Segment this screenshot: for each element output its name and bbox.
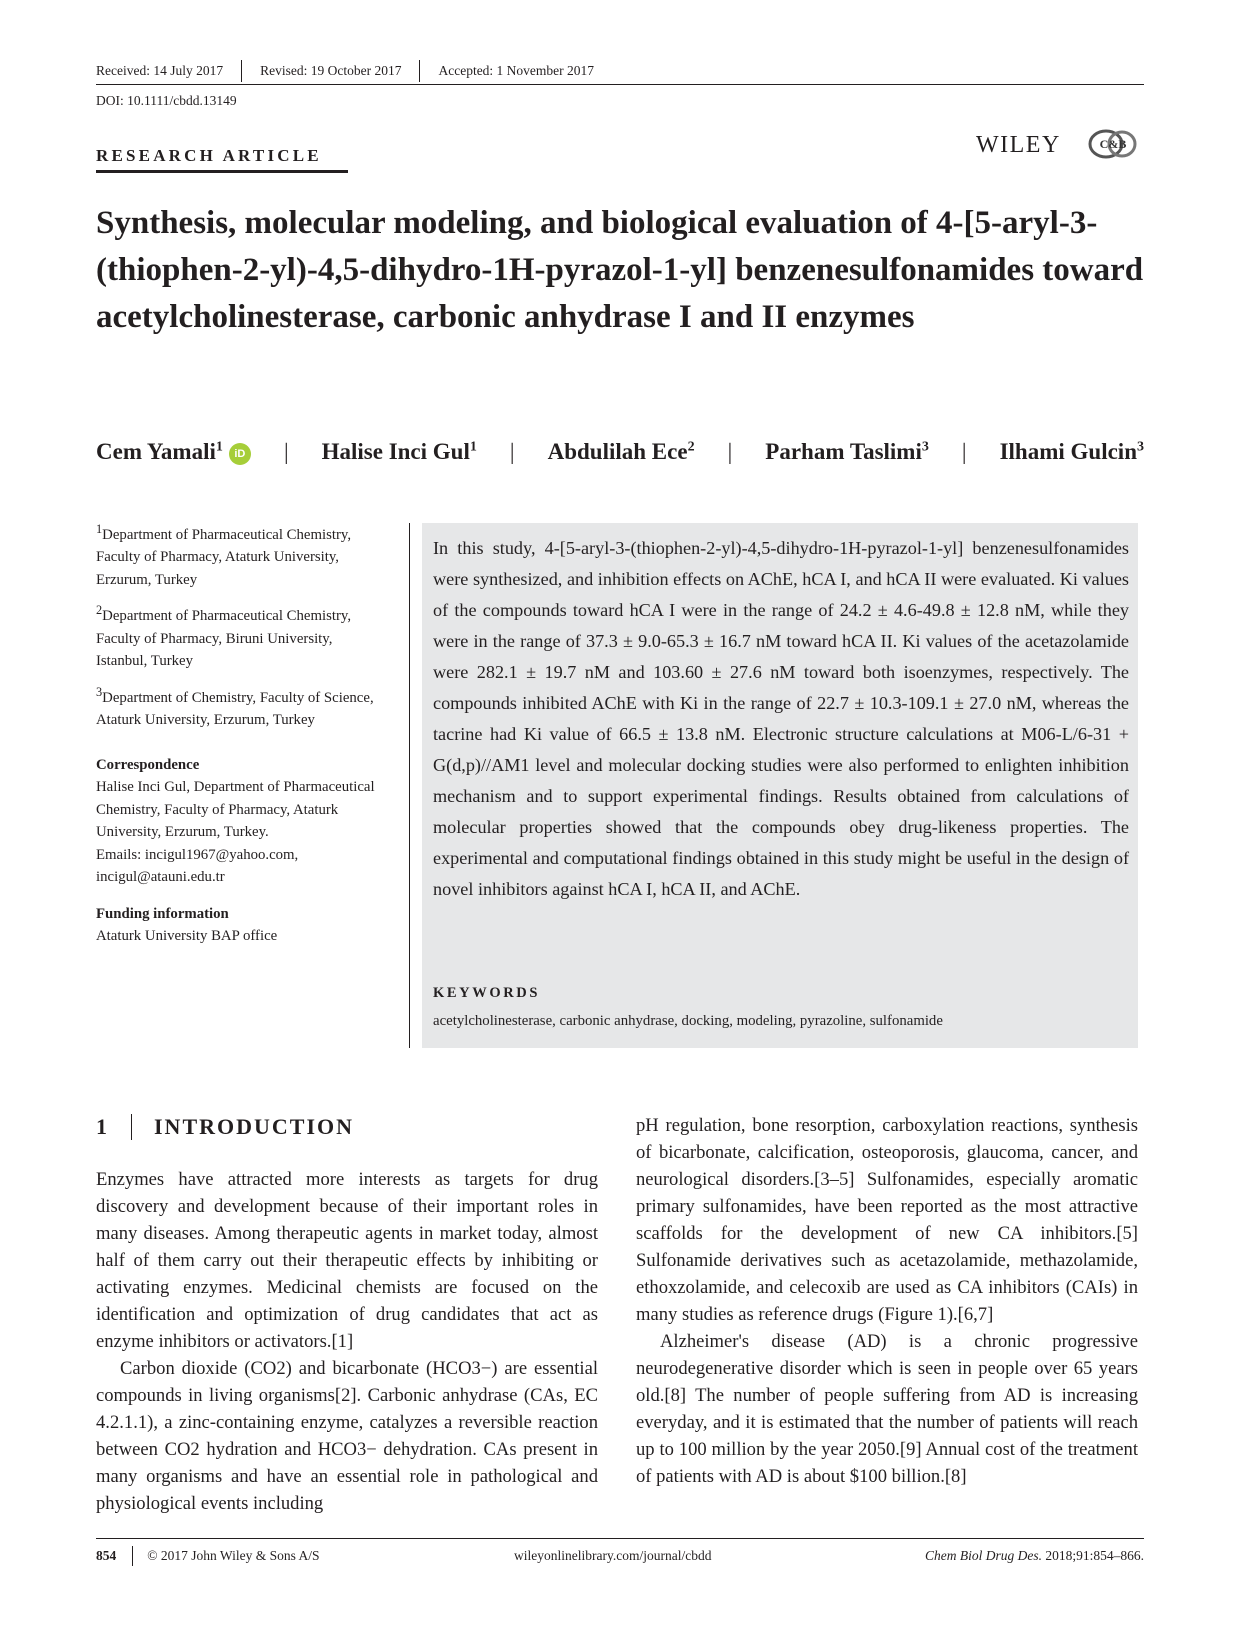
journal-name: Chem Biol Drug Des. <box>924 1548 1042 1563</box>
section-divider <box>131 1114 132 1140</box>
affiliation: $^2$Department of Pharmaceutical Chemistry, Faculty of Pharmacy, Biruni University, Istanbul, Turkey <box>96 603 352 670</box>
correspondence-text: Halise Inci Gul, Department of Pharmaceutical Chemistry, Faculty of Pharmacy, Ataturk University, Erzurum, Turkey. <box>96 779 375 841</box>
journal-url[interactable]: wileyonlinelibrary.com/journal/cbdd <box>514 1548 712 1563</box>
article-type: RESEARCH ARTICLE <box>96 146 322 165</box>
author[interactable]: Halise Inci Gul$^1$ <box>321 439 477 464</box>
divider <box>132 1546 133 1566</box>
journal-logo-icon <box>1088 128 1138 164</box>
copyright: © 2017 John Wiley & Sons A/S <box>147 1548 320 1563</box>
article-type-underline <box>96 170 348 173</box>
correspondence-heading: Correspondence <box>96 756 200 773</box>
citation-volume: 2018;91:854–866. <box>1045 1548 1144 1563</box>
abstract-divider <box>409 523 410 1048</box>
author[interactable]: Cem Yamali$^1$ iD <box>96 439 251 465</box>
paragraph: Enzymes have attracted more interests as targets for drug discovery and development because of their important roles in many diseases. Among therapeutic agents in market today, almost half of them carry out their therapeutic effects by inhibiting or activating enzymes. Medicinal chemists are focused on the identification and optimization of drug candidates that act as enzyme inhibitors or activators.[1] <box>96 1169 598 1352</box>
header-rule <box>96 84 1144 85</box>
author-list <box>96 439 1144 465</box>
citation <box>925 1548 1144 1564</box>
section-heading <box>96 1114 354 1140</box>
author-divider: | <box>283 439 289 464</box>
funding-text: Ataturk University BAP office <box>96 928 278 945</box>
paragraph: Alzheimer's disease (AD) is a chronic progressive neurodegenerative disorder which is seen in people over 65 years old.[8] The number of people suffering from AD is increasing everyday, and it is estimated that the number of patients will reach up to 100 million by the year 2050.[9] Annual cost of the treatment of patients with AD is about $100 billion.[8] <box>636 1331 1138 1487</box>
section-title: INTRODUCTION <box>154 1114 355 1139</box>
journal-logo <box>1088 128 1138 164</box>
svg-text:C&B: C&B <box>1099 137 1127 151</box>
paragraph: pH regulation, bone resorption, carboxylation reactions, synthesis of bicarbonate, calcification, osteoporosis, glaucoma, cancer, and neurological disorders.[3–5] Sulfonamides, especially aromatic primary sulfonamides, have been reported as the most attractive scaffolds for the development of new CA inhibitors.[5] Sulfonamide derivatives such as acetazolamide, methazolamide, ethoxzolamide, and celecoxib are used as CA inhibitors (CAIs) in many studies as reference drugs (Figure 1).[6,7] <box>636 1115 1138 1325</box>
correspondence-emails[interactable]: Emails: incigul1967@yahoo.com, incigul@atauni.edu.tr <box>96 846 299 886</box>
front-matter-sidebar <box>96 518 386 956</box>
section-number: 1 <box>96 1114 109 1139</box>
affiliation: $^3$Department of Chemistry, Faculty of Science, Ataturk University, Erzurum, Turkey <box>96 684 374 729</box>
paper-title-text: Synthesis, molecular modeling, and biological evaluation of 4-[5-aryl-3-(thiophen-2-yl)-4,5-dihydro-1H-pyrazol-1-yl] benzenesulfonamides toward acetylcholinesterase, carbonic anhydrase I and II enzymes <box>96 205 1144 335</box>
page-number: 854 <box>96 1548 117 1563</box>
abstract-text: In this study, 4-[5-aryl-3-(thiophen-2-yl)-4,5-dihydro-1H-pyrazol-1-yl] benzenesulfonamides were synthesized, and inhibition effects on AChE, hCA I, and hCA II were evaluated. Ki values of the compounds toward hCA I were in the range of 24.2 ± 4.6-49.8 ± 12.8 nM, while they were in the range of 37.3 ± 9.0-65.3 ± 16.7 nM toward hCA II. Ki values of the acetazolamide were 282.1 ± 19.7 nM and 103.60 ± 27.6 nM toward both isoenzymes, respectively. The compounds inhibited AChE with Ki in the range of 22.7 ± 10.3-109.1 ± 27.0 nM, whereas the tacrine had Ki value of 66.5 ± 13.8 nM. Electronic structure calculations at M06-L/6-31 + G(d,p)//AM1 level and molecular docking studies were also performed to enlighten inhibition mechanism and to support experimental findings. Results obtained from calculations of molecular properties showed that the compounds obey drug-likeness properties. The experimental and computational findings obtained in this study might be useful in the design of novel inhibitors against hCA I, hCA II, and AChE. <box>433 538 1129 899</box>
affiliation: $^1$Department of Pharmaceutical Chemistry, Faculty of Pharmacy, Ataturk University, Erzurum, Turkey <box>96 522 352 588</box>
author-divider: | <box>961 439 967 464</box>
body-column-left <box>96 1166 598 1517</box>
paper-title <box>96 200 1146 341</box>
keywords-heading: KEYWORDS <box>433 985 541 1001</box>
abstract-box <box>422 523 1138 1048</box>
author[interactable]: Ilhami Gulcin$^3$ <box>999 439 1144 464</box>
paragraph: Carbon dioxide (CO2) and bicarbonate (HCO3−) are essential compounds in living organisms[2]. Carbonic anhydrase (CAs, EC 4.2.1.1), a zinc-containing enzyme, catalyzes a reversible reaction between CO2 hydration and HCO3− dehydration. CAs present in many organisms and have an essential role in pathological and physiological events including <box>96 1358 598 1514</box>
footer-rule <box>96 1538 1144 1539</box>
body-column-right <box>636 1112 1138 1490</box>
doi[interactable]: DOI: 10.1111/cbdd.13149 <box>96 93 237 108</box>
accepted-date: Accepted: 1 November 2017 <box>438 63 595 78</box>
divider <box>419 60 420 82</box>
funding-heading: Funding information <box>96 905 229 922</box>
author[interactable]: Abdulilah Ece$^2$ <box>547 439 695 464</box>
article-dates <box>96 60 594 82</box>
orcid-icon[interactable]: iD <box>229 443 251 465</box>
revised-date: Revised: 19 October 2017 <box>260 63 402 78</box>
received-date: Received: 14 July 2017 <box>96 63 224 78</box>
author-divider: | <box>727 439 733 464</box>
author[interactable]: Parham Taslimi$^3$ <box>765 439 929 464</box>
author-divider: | <box>509 439 515 464</box>
page-footer <box>96 1546 1144 1566</box>
divider <box>241 60 242 82</box>
keywords: acetylcholinesterase, carbonic anhydrase, docking, modeling, pyrazoline, sulfonamide <box>433 1013 943 1029</box>
publisher-logo: WILEY <box>976 132 1061 158</box>
